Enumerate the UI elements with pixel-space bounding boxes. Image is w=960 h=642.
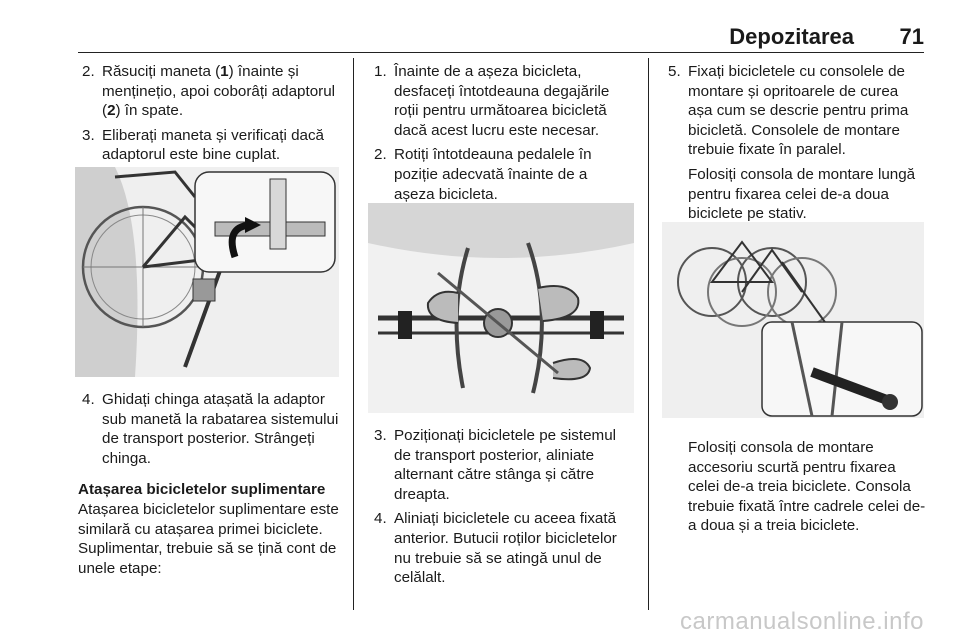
figure-brackets xyxy=(662,222,924,418)
step-5 xyxy=(664,62,926,160)
step-text: Eliberați maneta și verificați dacă adaptorul este bine cuplat. xyxy=(102,126,325,164)
sub-paragraph: Folosiți consola de montare accesoriu scurtă pentru fixarea celei de-a treia biciclete. Consola trebuie fixată între cadrele celei de-a doua și a treia biciclete. xyxy=(688,439,926,535)
step-number: 3. xyxy=(82,126,95,144)
body-paragraph: Atașarea bicicletelor suplimentare este similară cu atașarea primei biciclete. Suplimentar, trebuie să se țină cont de unele etape: xyxy=(78,500,339,577)
step-text: Ghidați chinga atașată la adaptor sub manetă la rabatarea sistemului de transport posterior. Strângeți chinga. xyxy=(102,391,339,467)
column-divider-1 xyxy=(353,58,354,610)
page-number: 71 xyxy=(899,24,924,49)
step-number: 2. xyxy=(82,63,95,80)
step-1 xyxy=(370,62,632,140)
step-4 xyxy=(78,390,340,468)
step-number: 4. xyxy=(82,391,95,408)
ref-1: 1 xyxy=(220,63,229,80)
sub-paragraph: Folosiți consola de montare lungă pentru fixarea celei de-a doua biciclete pe stativ. xyxy=(688,165,916,223)
section-title: Depozitarea xyxy=(729,24,854,49)
step-2 xyxy=(370,145,632,204)
column-3 xyxy=(664,62,926,230)
column-divider-2 xyxy=(648,58,649,610)
step-number: 5. xyxy=(668,63,681,80)
step-number: 3. xyxy=(374,427,387,444)
step-2 xyxy=(78,62,340,121)
header-rule xyxy=(78,52,924,53)
illustration-pedals xyxy=(368,203,634,413)
column-2 xyxy=(370,62,632,209)
step-text: Rotiți întotdeauna pedalele în poziție adecvată înainte de a așeza bicicleta. xyxy=(394,146,592,203)
column-1-lower xyxy=(78,390,340,584)
step-text: ) în spate. xyxy=(115,102,184,120)
figure-pedals xyxy=(368,203,634,413)
column-1 xyxy=(78,62,340,170)
illustration-adapter xyxy=(75,167,339,377)
step-number: 1. xyxy=(374,63,387,80)
figure-adapter xyxy=(75,167,339,377)
step-text: ) înainte și menținețio, apoi coborâți adaptorul ( xyxy=(102,63,336,120)
ref-2: 2 xyxy=(107,102,116,120)
step-text: Aliniați bicicletele cu aceea fixată anterior. Butucii roților bicicletelor nu trebuie să se atingă unul de celălalt. xyxy=(394,510,617,587)
step-number: 4. xyxy=(374,510,387,528)
step-3 xyxy=(370,426,632,504)
step-text: Fixați bicicletele cu consolele de montare și opritoarele de curea așa cum se descrie pentru prima bicicletă. Consolele de montare trebuie fixate în paralel. xyxy=(688,63,909,159)
step-number: 2. xyxy=(374,146,387,164)
step-text: Înainte de a așeza bicicleta, desfaceți întotdeauna degajările roții pentru următoarea bicicletă dacă acest lucru este necesar. xyxy=(394,63,610,139)
step-3 xyxy=(78,126,340,165)
step-text: Poziționați bicicletele pe sistemul de transport posterior, aliniate alternant către stânga și către dreapta. xyxy=(394,427,617,503)
illustration-brackets xyxy=(662,222,924,418)
page-header xyxy=(78,24,924,50)
watermark: carmanualsonline.info xyxy=(680,608,924,635)
column-3-lower xyxy=(664,434,926,542)
column-2-lower xyxy=(370,426,632,593)
step-4 xyxy=(370,509,632,587)
section-heading: Atașarea bicicletelor suplimentare xyxy=(78,481,326,499)
step-text: Răsuciți maneta ( xyxy=(102,63,221,80)
